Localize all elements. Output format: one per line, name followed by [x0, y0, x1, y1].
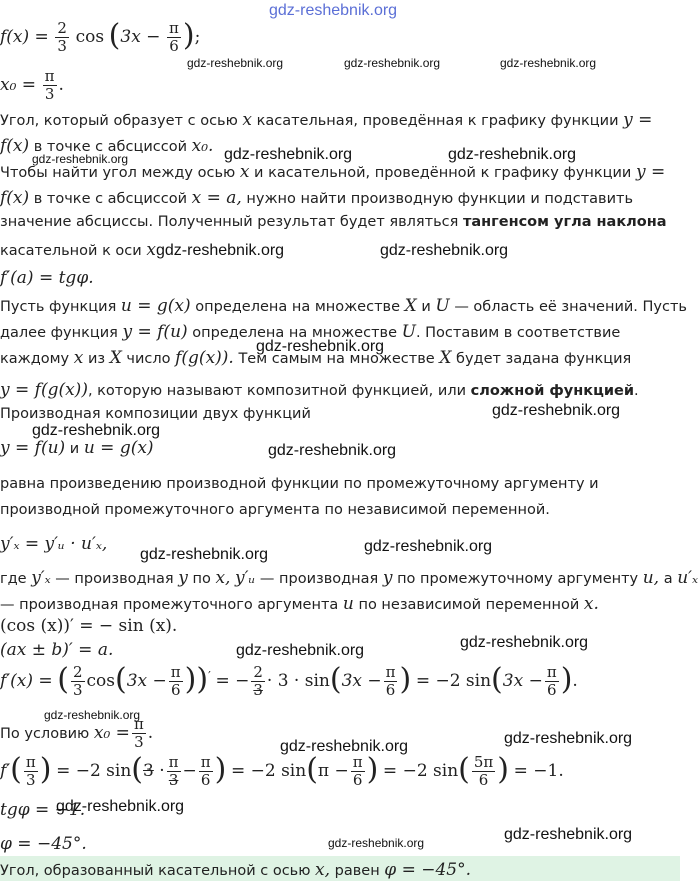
- watermark: gdz-reshebnik.org: [32, 422, 161, 439]
- watermark: gdz-reshebnik.org: [492, 402, 621, 419]
- chain-rule: y′ₓ = y′ᵤ · u′ₓ,: [0, 534, 108, 554]
- paragraph-composite-3: каждому x из X число f(g(x)). Тем самым на множестве X будет задана функция: [0, 348, 632, 368]
- watermark: gdz-reshebnik.org: [364, 538, 493, 555]
- watermark: gdz-reshebnik.org: [448, 146, 577, 163]
- watermark: gdz-reshebnik.org: [32, 152, 129, 166]
- watermark: gdz-reshebnik.org: [328, 836, 425, 850]
- watermark: gdz-reshebnik.org: [268, 442, 397, 459]
- paragraph-angle-1: Угол, который образует с осью x касательная, проведённая к графику функции y =: [0, 110, 653, 130]
- watermark-top: gdz-reshebnik.org: [269, 2, 398, 19]
- watermark: gdz-reshebnik.org: [224, 146, 353, 163]
- watermark: gdz-reshebnik.org: [44, 708, 141, 722]
- watermark: gdz-reshebnik.org: [187, 56, 284, 70]
- paragraph-composite-4: y = f(g(x)), которую называют композитной функцией, или сложной функцией.: [0, 380, 639, 400]
- angle-value: φ = −45°.: [0, 834, 87, 854]
- paragraph-chain-4: — производная промежуточного аргумента u по независимой переменной x.: [0, 594, 599, 614]
- paragraph-method-3: значение абсциссы. Полученный результат будет являться тангенсом угла наклона: [0, 214, 667, 230]
- evaluation-line: f′( $\frac{\pi}{3}$ ) = −2 sin(3 · $\frac{\pi}{3}$ − $\frac{\pi}{6}$ ) = −2 sin(π − $\frac{\pi}{6}$ ) = −2 sin( $\frac{5\pi}{6}$ ) = −1.: [0, 752, 564, 790]
- paragraph-chain-2: производной промежуточного аргумента по независимой переменной.: [0, 502, 550, 518]
- paragraph-method-2: f(x) в точке с абсциссой x = a, нужно найти производную функции и подставить: [0, 188, 634, 208]
- composite-functions: y = f(u) и u = g(x): [0, 438, 154, 458]
- paragraph-method-4: касательной к оси x: [0, 240, 156, 260]
- watermark: gdz-reshebnik.org: [500, 56, 597, 70]
- paragraph-composite-2: далее функция y = f(u) определена на множестве U. Поставим в соответствие: [0, 322, 621, 342]
- tangent-value: tgφ = −1.: [0, 800, 86, 820]
- watermark: gdz-reshebnik.org: [140, 546, 269, 563]
- paragraph-composite-5: Производная композиции двух функций: [0, 406, 311, 422]
- function-definition: f(x) = $\frac{2}{3}$ cos (3x − $\frac{\pi}{6}$ );: [0, 18, 201, 56]
- watermark: gdz-reshebnik.org: [504, 826, 633, 843]
- watermark: gdz-reshebnik.org: [344, 56, 441, 70]
- tangent-formula: f′(a) = tgφ.: [0, 268, 94, 288]
- fraction-pi-sixth: $\frac{\pi}{6}$: [169, 19, 179, 56]
- paragraph-composite-1: Пусть функция u = g(x) определена на множестве X и U — область её значений. Пусть: [0, 296, 687, 316]
- watermark: gdz-reshebnik.org: [380, 242, 509, 259]
- condition-line: По условию x₀ = $\frac{\pi}{3}$ .: [0, 715, 154, 752]
- fraction-two-thirds: $\frac{2}{3}$: [57, 19, 67, 56]
- paragraph-method-1: Чтобы найти угол между осью x и касательной, проведённой к графику функции y =: [0, 162, 666, 182]
- watermark: gdz-reshebnik.org: [460, 634, 589, 651]
- watermark: gdz-reshebnik.org: [256, 338, 385, 355]
- paragraph-angle-2: f(x) в точке с абсциссой x₀.: [0, 136, 214, 156]
- watermark: gdz-reshebnik.org: [280, 738, 409, 755]
- derivative-computation: f′(x) = ( $\frac{2}{3}$ cos(3x − $\frac{\pi}{6}$ ))′ = − $\frac{2}{3}$ · 3 · sin(3x − $\frac{\pi}{6}$ ) = −2 sin(3x − $\frac{\pi}{6}$ ).: [0, 662, 578, 700]
- watermark: gdz-reshebnik.org: [236, 642, 365, 659]
- watermark: gdz-reshebnik.org: [156, 242, 285, 259]
- paragraph-chain-3: где y′ₓ — производная y по x, y′ᵤ — производная y по промежуточному аргументу u, а u′ₓ: [0, 568, 698, 588]
- watermark: gdz-reshebnik.org: [56, 798, 185, 815]
- linear-rule: (ax ± b)′ = a.: [0, 640, 114, 660]
- x0-definition: x₀ = $\frac{\pi}{3}$ .: [0, 67, 64, 104]
- watermark: gdz-reshebnik.org: [504, 730, 633, 747]
- paragraph-chain-1: равна произведению производной функции по промежуточному аргументу и: [0, 476, 599, 492]
- answer-line: Угол, образованный касательной с осью x, равен φ = −45°.: [0, 860, 472, 880]
- cos-rule: (cos (x))′ = − sin (x).: [0, 616, 178, 636]
